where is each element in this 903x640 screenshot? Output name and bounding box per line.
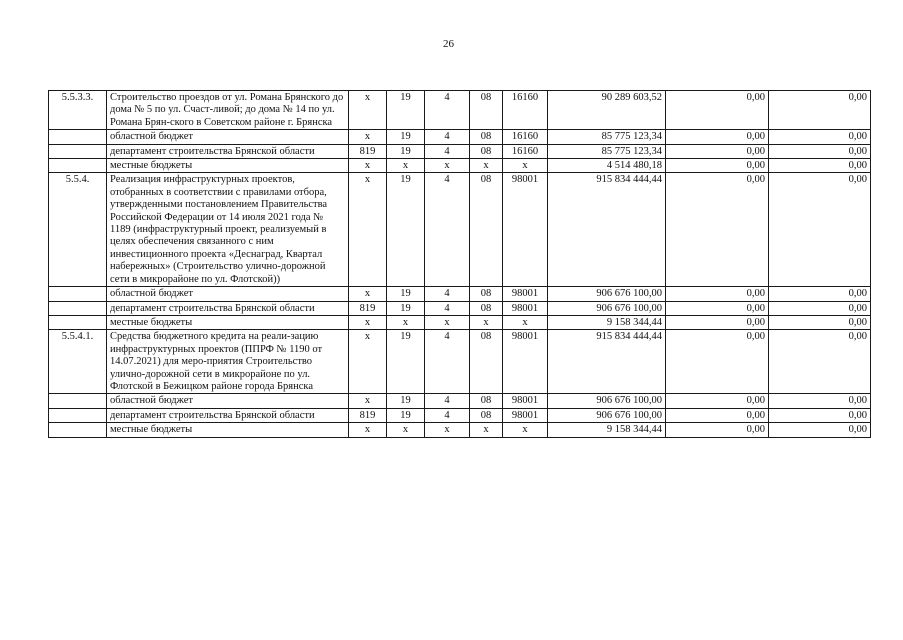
item-name-cell: областной бюджет xyxy=(107,394,349,408)
amount-year3-cell: 0,00 xyxy=(769,408,871,422)
target-code-cell: х xyxy=(503,423,548,437)
subsection-code-cell: 4 xyxy=(425,394,470,408)
item-name-cell: департамент строительства Брянской области xyxy=(107,301,349,315)
amount-year2-cell: 0,00 xyxy=(666,287,769,301)
row-number-cell: 5.5.3.3. xyxy=(49,91,107,130)
subsection-code-cell: 4 xyxy=(425,301,470,315)
item-name-cell: областной бюджет xyxy=(107,287,349,301)
item-name-cell: местные бюджеты xyxy=(107,423,349,437)
amount-year2-cell: 0,00 xyxy=(666,173,769,287)
row-number-cell xyxy=(49,144,107,158)
section-code-cell: 19 xyxy=(387,91,425,130)
expense-type-cell: х xyxy=(470,159,503,173)
grbs-code-cell: х xyxy=(349,394,387,408)
subsection-code-cell: х xyxy=(425,423,470,437)
grbs-code-cell: х xyxy=(349,330,387,394)
amount-year1-cell: 906 676 100,00 xyxy=(548,301,666,315)
amount-year3-cell: 0,00 xyxy=(769,287,871,301)
target-code-cell: 16160 xyxy=(503,130,548,144)
row-number-cell xyxy=(49,423,107,437)
row-number-cell: 5.5.4. xyxy=(49,173,107,287)
table-body xyxy=(49,91,871,438)
item-name-cell: Реализация инфраструктурных проектов, отобранных в соответствии с правилами отбора, утвержденными постановлением Правительства Российской Федерации от 14 июля 2021 года № 1189 (инфраструктурный проект, реализуемый в целях обеспечения связанного с ним инвестиционного проекта «Деснаград, Квартал набережных» (Строительство улично-дорожной сети в микрорайоне по ул. Флотской)) xyxy=(107,173,349,287)
section-code-cell: 19 xyxy=(387,301,425,315)
row-number-cell xyxy=(49,394,107,408)
target-code-cell: 98001 xyxy=(503,301,548,315)
grbs-code-cell: х xyxy=(349,315,387,329)
amount-year1-cell: 906 676 100,00 xyxy=(548,408,666,422)
subsection-code-cell: 4 xyxy=(425,287,470,301)
row-number-cell xyxy=(49,315,107,329)
subsection-code-cell: 4 xyxy=(425,91,470,130)
item-name-cell: областной бюджет xyxy=(107,130,349,144)
amount-year2-cell: 0,00 xyxy=(666,301,769,315)
item-name-cell: Средства бюджетного кредита на реали-зацию инфраструктурных проектов (ППРФ № 1190 от 14.07.2021) для меро-приятия Строительство улично-дорожной сети в микрорайоне по ул. Флотской в Бежицком районе города Брянска xyxy=(107,330,349,394)
amount-year3-cell: 0,00 xyxy=(769,423,871,437)
target-code-cell: 16160 xyxy=(503,144,548,158)
amount-year1-cell: 915 834 444,44 xyxy=(548,330,666,394)
target-code-cell: 98001 xyxy=(503,173,548,287)
amount-year1-cell: 915 834 444,44 xyxy=(548,173,666,287)
table-row xyxy=(49,159,871,173)
grbs-code-cell: 819 xyxy=(349,408,387,422)
amount-year1-cell: 906 676 100,00 xyxy=(548,394,666,408)
section-code-cell: х xyxy=(387,315,425,329)
table-row-section xyxy=(49,173,871,287)
table-row-section xyxy=(49,91,871,130)
grbs-code-cell: х xyxy=(349,159,387,173)
grbs-code-cell: 819 xyxy=(349,144,387,158)
expense-type-cell: 08 xyxy=(470,144,503,158)
section-code-cell: х xyxy=(387,423,425,437)
amount-year1-cell: 85 775 123,34 xyxy=(548,144,666,158)
amount-year2-cell: 0,00 xyxy=(666,394,769,408)
table-row xyxy=(49,287,871,301)
item-name-cell: Строительство проездов от ул. Романа Брянского до дома № 5 по ул. Счаст-ливой; до дома № 14 по ул. Романа Брян-ского в Советском районе г. Брянска xyxy=(107,91,349,130)
expense-type-cell: 08 xyxy=(470,287,503,301)
amount-year3-cell: 0,00 xyxy=(769,130,871,144)
target-code-cell: 98001 xyxy=(503,394,548,408)
expense-type-cell: 08 xyxy=(470,394,503,408)
amount-year1-cell: 85 775 123,34 xyxy=(548,130,666,144)
table-row xyxy=(49,130,871,144)
amount-year2-cell: 0,00 xyxy=(666,315,769,329)
subsection-code-cell: х xyxy=(425,315,470,329)
item-name-cell: департамент строительства Брянской области xyxy=(107,408,349,422)
expense-type-cell: 08 xyxy=(470,408,503,422)
row-number-cell: 5.5.4.1. xyxy=(49,330,107,394)
expense-type-cell: 08 xyxy=(470,91,503,130)
amount-year2-cell: 0,00 xyxy=(666,330,769,394)
expense-type-cell: 08 xyxy=(470,301,503,315)
table-row xyxy=(49,423,871,437)
subsection-code-cell: 4 xyxy=(425,408,470,422)
section-code-cell: 19 xyxy=(387,173,425,287)
row-number-cell xyxy=(49,301,107,315)
amount-year2-cell: 0,00 xyxy=(666,130,769,144)
amount-year3-cell: 0,00 xyxy=(769,315,871,329)
table-row-section xyxy=(49,330,871,394)
expense-type-cell: 08 xyxy=(470,173,503,287)
grbs-code-cell: х xyxy=(349,423,387,437)
grbs-code-cell: х xyxy=(349,91,387,130)
row-number-cell xyxy=(49,130,107,144)
amount-year2-cell: 0,00 xyxy=(666,423,769,437)
amount-year3-cell: 0,00 xyxy=(769,159,871,173)
amount-year2-cell: 0,00 xyxy=(666,144,769,158)
section-code-cell: 19 xyxy=(387,330,425,394)
subsection-code-cell: 4 xyxy=(425,130,470,144)
item-name-cell: местные бюджеты xyxy=(107,315,349,329)
amount-year3-cell: 0,00 xyxy=(769,144,871,158)
item-name-cell: департамент строительства Брянской области xyxy=(107,144,349,158)
target-code-cell: х xyxy=(503,159,548,173)
amount-year3-cell: 0,00 xyxy=(769,301,871,315)
subsection-code-cell: 4 xyxy=(425,144,470,158)
target-code-cell: х xyxy=(503,315,548,329)
grbs-code-cell: х xyxy=(349,287,387,301)
subsection-code-cell: 4 xyxy=(425,330,470,394)
amount-year1-cell: 9 158 344,44 xyxy=(548,315,666,329)
target-code-cell: 98001 xyxy=(503,408,548,422)
amount-year1-cell: 4 514 480,18 xyxy=(548,159,666,173)
expense-type-cell: х xyxy=(470,315,503,329)
row-number-cell xyxy=(49,287,107,301)
table-row xyxy=(49,394,871,408)
amount-year1-cell: 9 158 344,44 xyxy=(548,423,666,437)
subsection-code-cell: х xyxy=(425,159,470,173)
amount-year1-cell: 906 676 100,00 xyxy=(548,287,666,301)
target-code-cell: 16160 xyxy=(503,91,548,130)
table-row xyxy=(49,144,871,158)
grbs-code-cell: х xyxy=(349,130,387,144)
section-code-cell: 19 xyxy=(387,144,425,158)
section-code-cell: 19 xyxy=(387,394,425,408)
amount-year3-cell: 0,00 xyxy=(769,173,871,287)
amount-year3-cell: 0,00 xyxy=(769,394,871,408)
grbs-code-cell: 819 xyxy=(349,301,387,315)
section-code-cell: 19 xyxy=(387,408,425,422)
amount-year1-cell: 90 289 603,52 xyxy=(548,91,666,130)
target-code-cell: 98001 xyxy=(503,330,548,394)
amount-year3-cell: 0,00 xyxy=(769,91,871,130)
table-row xyxy=(49,315,871,329)
page-number: 26 xyxy=(443,38,454,50)
expense-type-cell: 08 xyxy=(470,130,503,144)
target-code-cell: 98001 xyxy=(503,287,548,301)
amount-year2-cell: 0,00 xyxy=(666,91,769,130)
table-row xyxy=(49,408,871,422)
item-name-cell: местные бюджеты xyxy=(107,159,349,173)
section-code-cell: 19 xyxy=(387,130,425,144)
subsection-code-cell: 4 xyxy=(425,173,470,287)
budget-table xyxy=(48,90,871,438)
expense-type-cell: 08 xyxy=(470,330,503,394)
expense-type-cell: х xyxy=(470,423,503,437)
grbs-code-cell: х xyxy=(349,173,387,287)
table-row xyxy=(49,301,871,315)
amount-year2-cell: 0,00 xyxy=(666,408,769,422)
section-code-cell: 19 xyxy=(387,287,425,301)
amount-year2-cell: 0,00 xyxy=(666,159,769,173)
amount-year3-cell: 0,00 xyxy=(769,330,871,394)
row-number-cell xyxy=(49,159,107,173)
row-number-cell xyxy=(49,408,107,422)
section-code-cell: х xyxy=(387,159,425,173)
